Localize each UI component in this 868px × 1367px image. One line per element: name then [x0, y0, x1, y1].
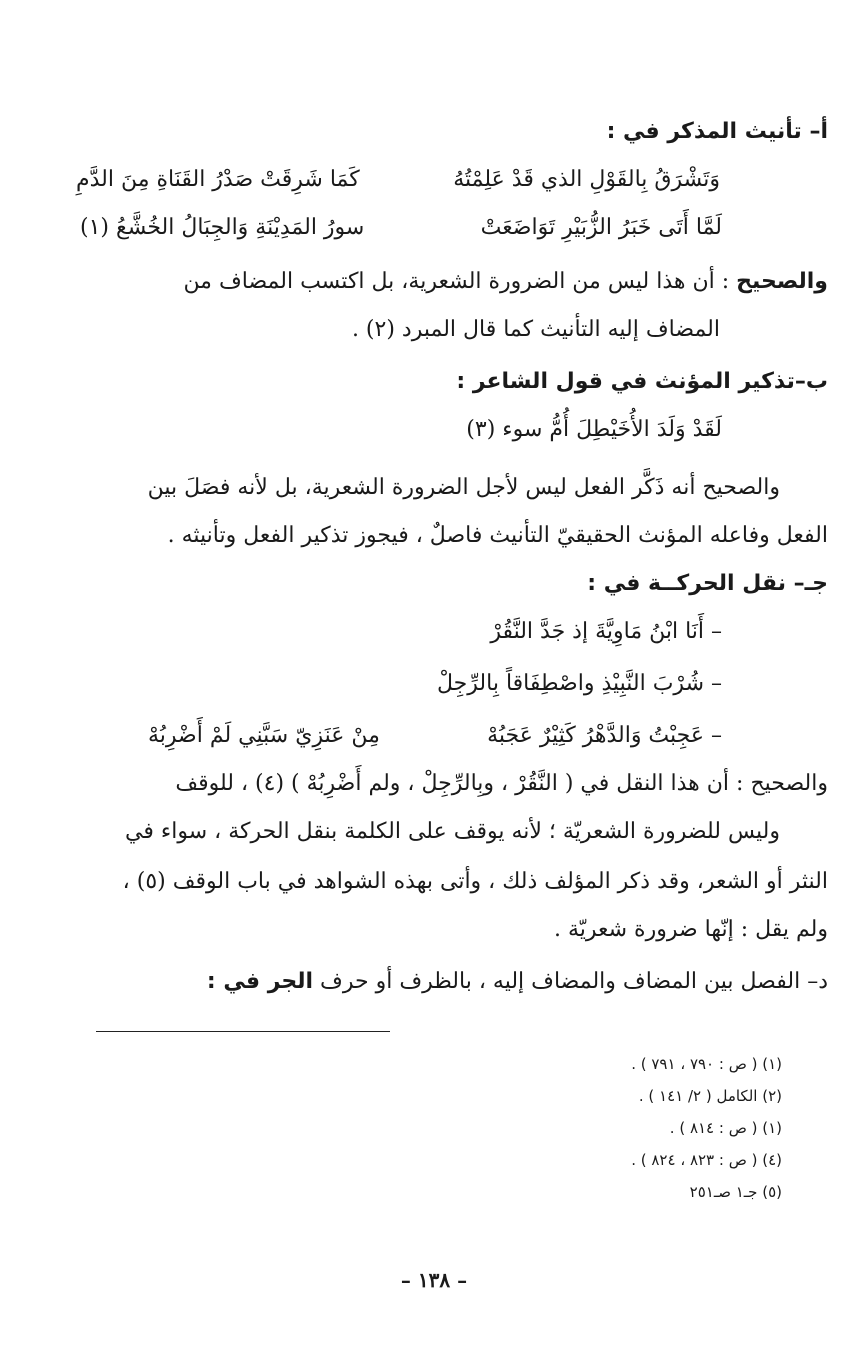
paragraph-b-line-2: الفعل وفاعله المؤنث الحقيقيّ التأنيث فاصلٌ ، فيجوز تذكير الفعل وتأنيثه . — [167, 523, 828, 548]
verse-line-1-second-hemistich: كَمَا شَرِقَتْ صَدْرُ القَنَاةِ مِنَ الدَّمِ — [76, 167, 360, 192]
footnote-divider — [96, 1031, 390, 1032]
section-d-text: د– الفصل بين المضاف والمضاف إليه ، بالظرف أو حرف — [320, 969, 828, 994]
paragraph-b-line-1: والصحيح أنه ذَكَّر الفعل ليس لأجل الضرورة الشعرية، بل لأنه فصَلَ بين — [147, 475, 780, 500]
section-d-bold-end: الجر في : — [206, 969, 314, 994]
footnote-3: (١) ( ص : ٨١٤ ) . — [669, 1119, 782, 1137]
footnote-1: (١) ( ص : ٧٩٠ ، ٧٩١ ) . — [631, 1055, 782, 1073]
footnote-5: (٥) جـ١ صـ٢٥١ — [689, 1183, 782, 1201]
footnote-4: (٤) ( ص : ٨٢٣ ، ٨٢٤ ) . — [631, 1151, 782, 1169]
heading-vowel-transfer: جـ– نقل الحركــة في : — [587, 571, 828, 596]
correct-label: والصحيح — [736, 269, 828, 294]
paragraph-c-line-4: ولم يقل : إنّها ضرورة شعريّة . — [553, 917, 828, 942]
correct-text: : أن هذا ليس من الضرورة الشعرية، بل اكتسب المضاف من — [183, 269, 730, 294]
heading-masculinization-of-feminine: ب–تذكير المؤنث في قول الشاعر : — [456, 369, 828, 394]
correct-paragraph-line-2: المضاف إليه التأنيث كما قال المبرد (٢) . — [351, 317, 720, 342]
footnote-2: (٢) الكامل ( ٢/ ١٤١ ) . — [638, 1087, 782, 1105]
paragraph-d — [40, 962, 828, 1002]
paragraph-c-line-3: النثر أو الشعر، وقد ذكر المؤلف ذلك ، وأتى بهذه الشواهد في باب الوقف (٥) ، — [122, 869, 828, 894]
page-number: – ١٣٨ – — [400, 1268, 468, 1292]
verse-line-2-first-hemistich: لَمَّا أَتَى خَبَرُ الزُّبَيْرِ تَوَاضَعَتْ — [480, 215, 722, 240]
paragraph-c-line-2: وليس للضرورة الشعريّة ؛ لأنه يوقف على الكلمة بنقل الحركة ، سواء في — [125, 819, 780, 844]
verse-nabidh: – شُرْبَ النَّبِيْذِ واصْطِفَاقاً بِالرِّجِلْ — [437, 671, 722, 696]
verse-line-1-first-hemistich: وَتَشْرَقُ بِالقَوْلِ الذي قَدْ عَلِمْتُهُ — [453, 167, 720, 192]
paragraph-c-line-1: والصحيح : أن هذا النقل في ( النَّقُرْ ، وبِالرِّجِلْ ، ولم أَضْرِبُهْ ) (٤) ، للوقف — [175, 771, 828, 796]
verse-ajibtu-first-hemistich: – عَجِبْتُ وَالدَّهْرُ كَثِيْرٌ عَجَبُهْ — [487, 723, 722, 748]
correct-paragraph-line-1 — [40, 262, 828, 302]
verse-akhaytal: لَقَدْ وَلَدَ الأُخَيْطِلَ أُمُّ سوء (٣) — [466, 417, 722, 442]
verse-mawiyya: – أَنَا ابْنُ مَاوِيَّةَ إذ جَدَّ النَّقُرْ — [490, 619, 722, 644]
verse-ajibtu-second-hemistich: مِنْ عَنَزِيّ سَبَّنِي لَمْ أَضْرِبُهْ — [148, 723, 380, 748]
heading-feminization-of-masculine: أ– تأنيث المذكر في : — [606, 119, 828, 144]
verse-line-2-second-hemistich: سورُ المَدِيْنَةِ وَالجِبَالُ الخُشَّعُ (١) — [80, 215, 365, 240]
